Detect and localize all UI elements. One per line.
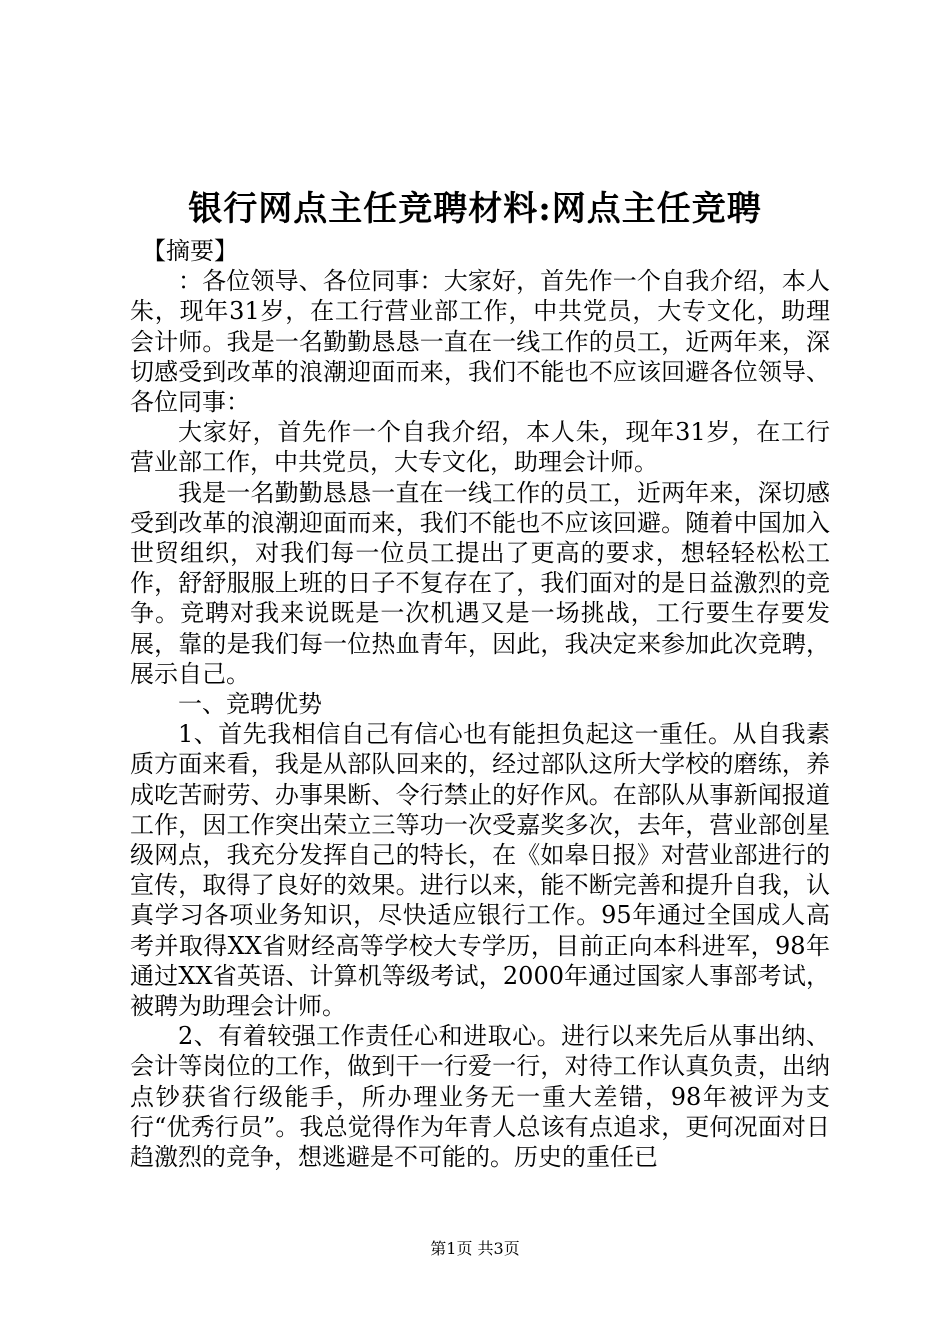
document-body [130,236,830,1172]
body-paragraph-advantage-2: 2、有着较强工作责任心和进取心。进行以来先后从事出纳、会计等岗位的工作，做到干一行爱一行，对待工作认真负责，出纳点钞获省行级能手，所办理业务无一重大差错，98年被评为支行“优秀行员”。我总觉得作为年青人总该有点追求，更何况面对日趋激烈的竞争，想逃避是不可能的。历史的重任已 [130,1022,830,1172]
body-paragraph-introduction: 大家好，首先作一个自我介绍，本人朱，现年31岁，在工行营业部工作，中共党员，大专文化，助理会计师。 [130,418,830,477]
body-paragraph-advantage-1: 1、首先我相信自己有信心也有能担负起这一重任。从自我素质方面来看，我是从部队回来的，经过部队这所大学校的磨练，养成吃苦耐劳、办事果断、令行禁止的好作风。在部队从事新闻报道工作，因工作突出荣立三等功一次受嘉奖多次，去年，营业部创星级网点，我充分发挥自己的特长，在《如皋日报》对营业部进行的宣传，取得了良好的效果。进行以来，能不断完善和提升自我，认真学习各项业务知识，尽快适应银行工作。95年通过全国成人高考并取得XX省财经高等学校大专学历，目前正向本科进军，98年通过XX省英语、计算机等级考试，2000年通过国家人事部考试，被聘为助理会计师。 [130,720,830,1021]
body-paragraph-motivation: 我是一名勤勤恳恳一直在一线工作的员工，近两年来，深切感受到改革的浪潮迎面而来，我们不能也不应该回避。随着中国加入世贸组织，对我们每一位员工提出了更高的要求，想轻轻松松工作，舒舒服服上班的日子不复存在了，我们面对的是日益激烈的竞争。竞聘对我来说既是一次机遇又是一场挑战，工行要生存要发展，靠的是我们每一位热血青年，因此，我决定来参加此次竞聘，展示自己。 [130,478,830,688]
document-title: 银行网点主任竞聘材料:网点主任竞聘 [188,189,762,229]
section-heading-advantages: 一、竞聘优势 [178,690,322,719]
abstract-paragraph: ：各位领导、各位同事：大家好，首先作一个自我介绍，本人朱，现年31岁，在工行营业部工作，中共党员，大专文化，助理会计师。我是一名勤勤恳恳一直在一线工作的员工，近两年来，深切感受到改革的浪潮迎面而来，我们不能也不应该回避各位领导、各位同事： [130,267,830,417]
page-footer: 第1页 共3页 [430,1239,520,1258]
abstract-heading: 【摘要】 [142,237,238,265]
